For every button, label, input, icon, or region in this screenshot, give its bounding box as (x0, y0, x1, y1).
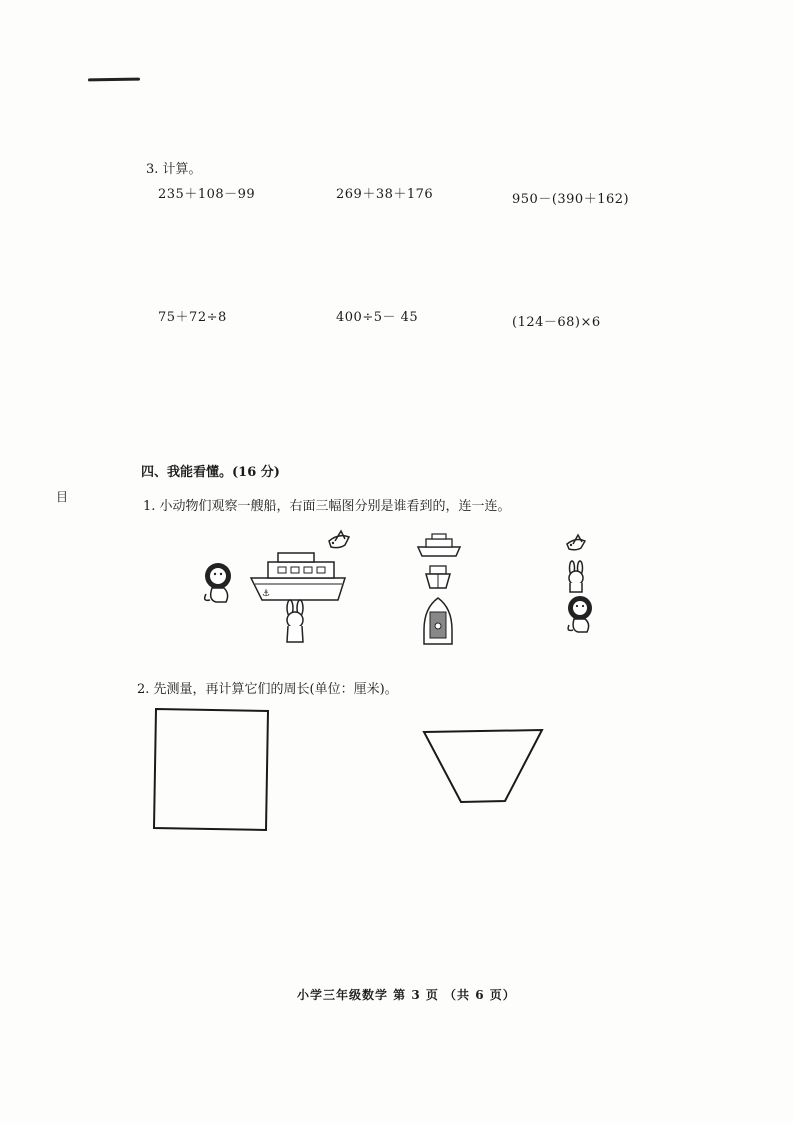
expression-3: 950－(390＋162) (512, 192, 630, 207)
question-2: 2. 先测量，再计算它们的周长(单位：厘米)。 (137, 682, 398, 697)
expression-1: 235＋108－99 (158, 187, 256, 202)
trapezoid-shape (424, 730, 542, 802)
section3-label: 3. 计算。 (146, 162, 202, 177)
expression-6: (124－68)×6 (512, 315, 601, 330)
expression-2: 269＋38＋176 (336, 187, 434, 202)
square-shape (154, 709, 268, 830)
section4-heading: 四、我能看懂。(16 分) (141, 465, 280, 480)
expression-5: 400÷5－ 45 (336, 310, 419, 325)
page-footer: 小学三年级数学 第 3 页 （共 6 页） (297, 988, 516, 1002)
question-1: 1. 小动物们观察一艘船，右面三幅图分别是谁看到的，连一连。 (143, 499, 511, 514)
margin-mark: 目 (56, 490, 69, 504)
expression-4: 75＋72÷8 (158, 310, 227, 325)
svg-text:⚓: ⚓ (262, 589, 271, 599)
